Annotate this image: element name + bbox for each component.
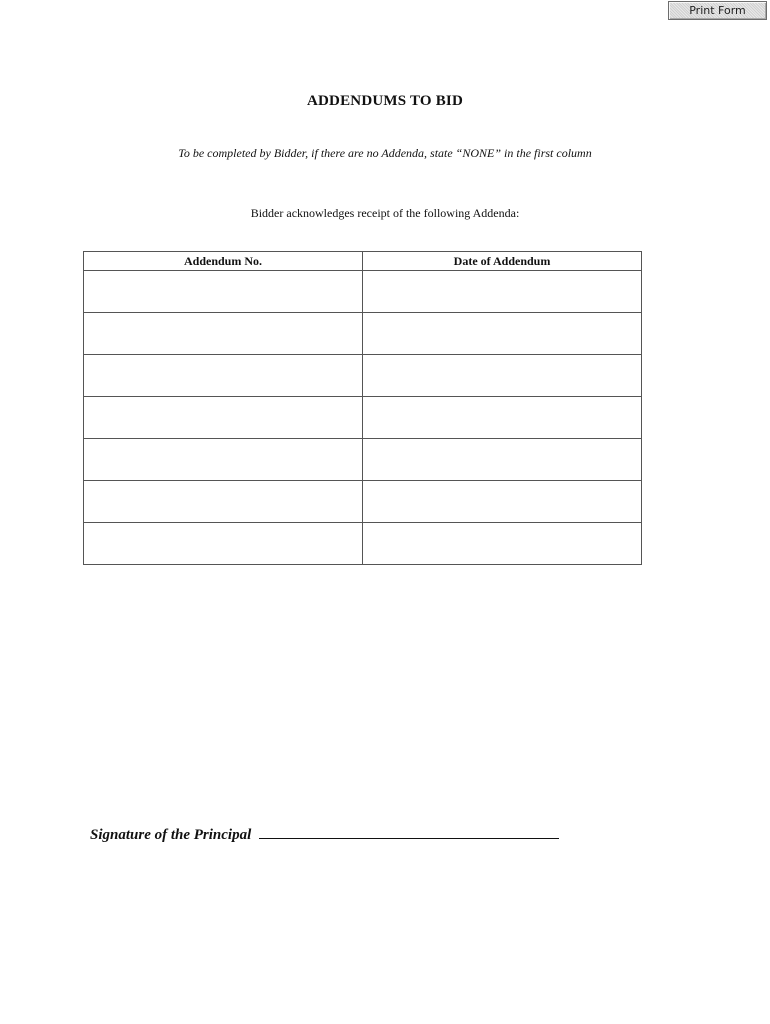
column-header-addendum-no: Addendum No. — [84, 252, 363, 271]
addendum-no-field[interactable] — [84, 523, 363, 565]
column-header-date-of-addendum: Date of Addendum — [363, 252, 642, 271]
addendum-no-field[interactable] — [84, 271, 363, 313]
addendum-no-field[interactable] — [84, 355, 363, 397]
addendum-date-field[interactable] — [363, 481, 642, 523]
addendum-no-field[interactable] — [84, 397, 363, 439]
signature-label: Signature of the Principal — [90, 827, 252, 843]
table-row — [84, 439, 642, 481]
table-row — [84, 313, 642, 355]
signature-block — [90, 826, 559, 844]
table-row — [84, 523, 642, 565]
addendum-date-field[interactable] — [363, 397, 642, 439]
form-instructions: To be completed by Bidder, if there are no Addenda, state “NONE” in the first column — [178, 146, 592, 160]
table-row — [84, 271, 642, 313]
addendum-date-field[interactable] — [363, 313, 642, 355]
form-title: ADDENDUMS TO BID — [306, 93, 463, 109]
signature-line[interactable] — [259, 826, 559, 839]
addendum-no-field[interactable] — [84, 439, 363, 481]
table-row — [84, 481, 642, 523]
addendum-date-field[interactable] — [363, 439, 642, 481]
print-form-button[interactable]: Print Form — [668, 1, 767, 20]
addendum-no-field[interactable] — [84, 481, 363, 523]
table-row — [84, 397, 642, 439]
acknowledgement-text: Bidder acknowledges receipt of the following Addenda: — [250, 206, 520, 220]
addendum-date-field[interactable] — [363, 355, 642, 397]
addendum-no-field[interactable] — [84, 313, 363, 355]
table-row — [84, 355, 642, 397]
table-header-row — [84, 252, 642, 271]
addendum-date-field[interactable] — [363, 271, 642, 313]
addenda-table — [83, 251, 642, 565]
addendum-date-field[interactable] — [363, 523, 642, 565]
